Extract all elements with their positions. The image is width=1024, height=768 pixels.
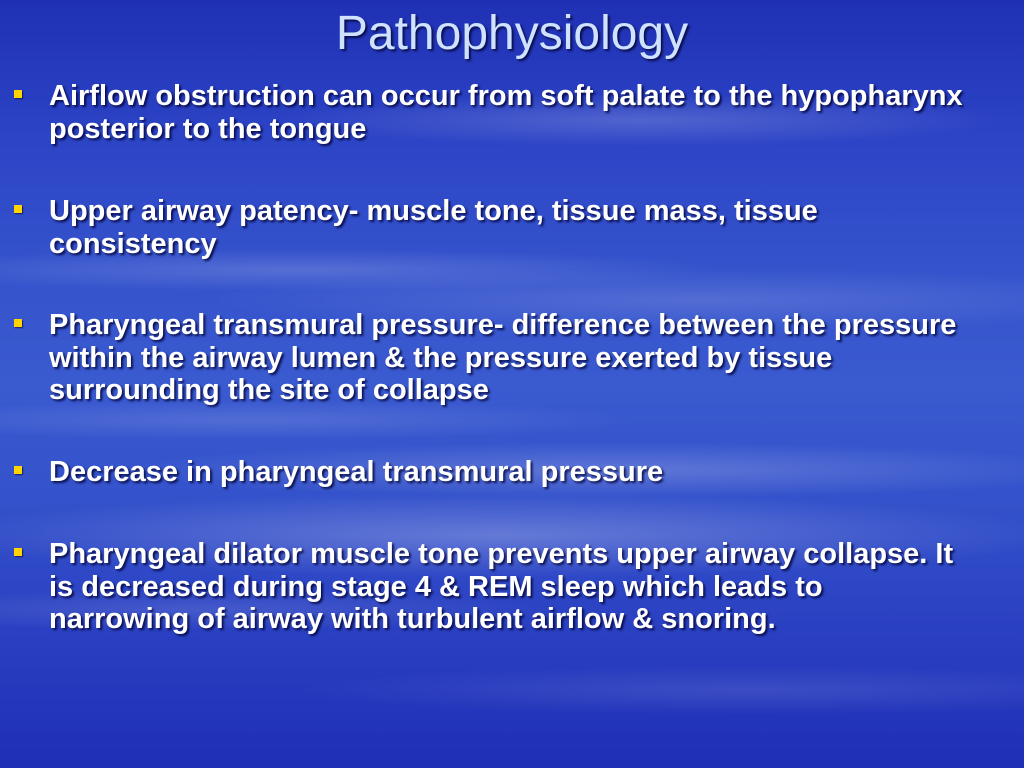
bullet-text: Pharyngeal dilator muscle tone prevents upper airway collapse. It is decreased during stage 4 & REM sleep which leads to narrowing of airway with turbulent airflow & snoring. [49,538,954,635]
bullet-text: Airflow obstruction can occur from soft palate to the hypopharynx posterior to the tongue [49,80,963,145]
bullet-text: Pharyngeal transmural pressure- difference between the pressure within the airway lumen & the pressure exerted by tissue surrounding the site of collapse [49,309,957,406]
square-bullet-icon [14,205,22,213]
square-bullet-icon [14,319,22,327]
bullet-text: Decrease in pharyngeal transmural pressure [49,456,664,488]
bullet-text: Upper airway patency- muscle tone, tissue mass, tissue consistency [49,195,818,260]
square-bullet-icon [14,548,22,556]
square-bullet-icon [14,90,22,98]
slide-title: Pathophysiology [335,7,689,60]
square-bullet-icon [14,466,22,474]
